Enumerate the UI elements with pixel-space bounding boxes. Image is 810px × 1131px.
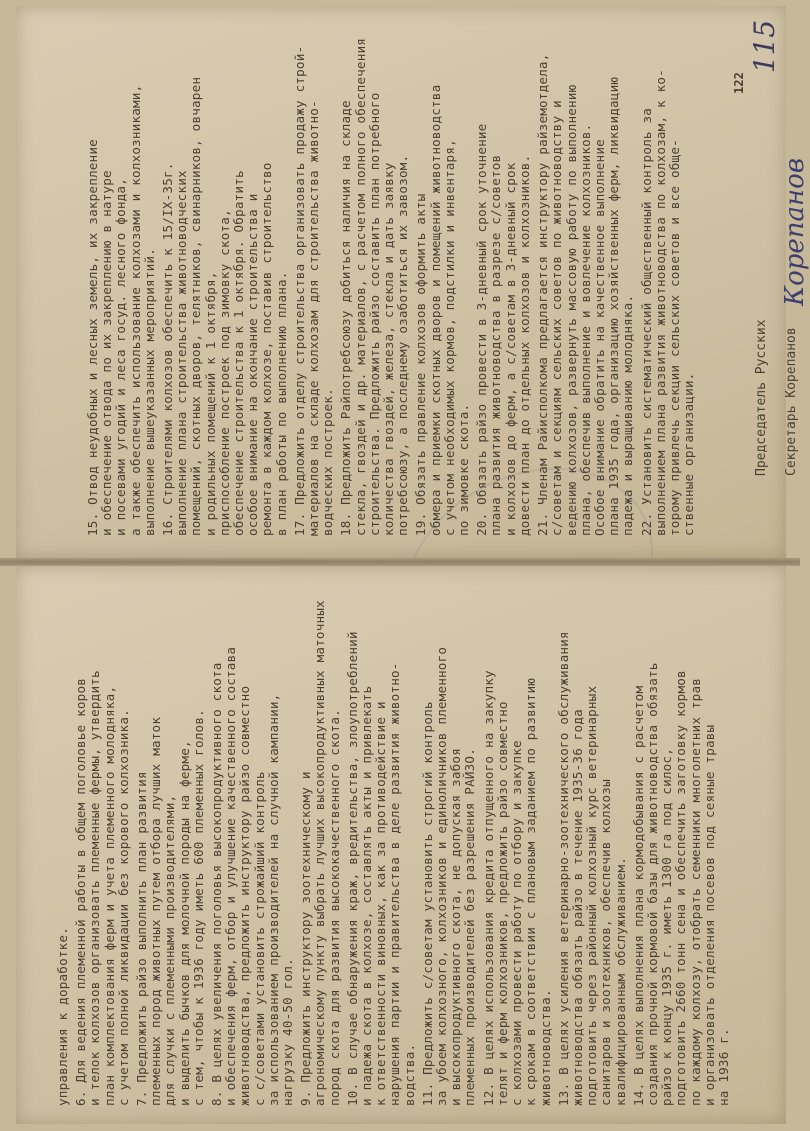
text-line: за убоем колхозного, колхозников и единоличников племенного [434,646,450,1106]
handwritten-page-number: 115 [748,19,782,74]
text-line: нарушения партии и правительства в деле развития животно- [387,662,403,1106]
text-line: и выделить бычков для молочной породы на ферме, [176,740,192,1106]
text-line: обмера и приемки скотных дворов и помещений животноводства [427,84,443,536]
text-line: падежа и выращиванию молодняка. [620,294,636,536]
text-line: и посевами угодий и леса госуд. лесного фонда, [113,178,129,536]
paragraph [299,586,342,1106]
text-line: выполнение вышеуказанных мероприятий. [141,248,157,536]
text-line: агрономическому пункту выбрать лучших высокопродуктивных маточных [312,600,328,1106]
text-line: 6. Для ведения племенной работы в общем поголовье коров [73,677,89,1106]
text-line: стекла, гвоздей и др. материалов, с расчетом полного обеспечения [352,37,368,536]
page-fold-divider [0,558,800,566]
text-line: с тем, чтобы к 1936 году иметь 600 племенных голов. [190,709,206,1106]
paragraph [56,586,70,1106]
text-line: и высокопродуктивного скота, не допуская забоя [448,748,464,1106]
secretary-line: Секретарь Корепанов [784,327,799,476]
paragraph [414,36,471,536]
text-line: 14. В целях выполнения плана кормодобывания с расчетом [630,685,646,1106]
text-line: ремонта в каждом колхозе, поставив строительство [259,162,275,536]
text-line: пород скота для развития высококачественного скота. [326,709,342,1106]
text-line: райзо к концу 1935 г. иметь 1300 га под силос, [659,748,675,1106]
paragraph [210,586,295,1106]
text-line: с колхозами провести работу по отбору и закупке [509,740,525,1106]
text-line: 7. Предложить райзо выполнить план развития [134,771,150,1106]
text-line: по каждому колхозу, отобрать семенники многолетних трав [687,677,703,1106]
text-line: управления к доработке. [55,927,70,1106]
text-line: племенных пород животных путем отбора лучших маток [148,716,164,1106]
text-line: 12. В целях использования кредита отпущенного на закупку [480,670,496,1106]
lower-page-text [56,586,735,1106]
text-line: подготовить через районный колхозный курс ветеринарных [584,685,600,1106]
text-line: а также обеспечить использование колхозами и колхозниками, [127,84,143,536]
paragraph [482,586,553,1106]
paragraph [293,36,336,536]
text-line: плана 1935 года, организацию хозяйственных ферм, ликвидацию [606,76,622,536]
text-line: и падежа скота в колхозе, составлять акты и привлекать [359,685,375,1106]
secretary-signature: Корепанов [780,158,810,306]
text-line: 18. Предложить Райпотребсоюзу добиться наличия на складе [338,100,354,536]
text-line: и организовать отделения посевов под сеяные травы [701,724,717,1106]
text-line: для случки с племенными производителями, [162,794,178,1106]
text-line: племенных производителей без разрешения РАЙЗО. [462,748,478,1106]
text-line: потребсоюзу, а последнему озаботиться их завозом. [395,154,411,536]
text-line: плана, обеспечив выполнение и вовлечение колхозников. [577,123,593,536]
text-line: и колхозов до ферм, а с/советам в 3-дневный срок [502,162,518,536]
paragraph [475,36,532,536]
text-line: и родильных помещений к 1 октября, [202,271,218,536]
text-line: особое внимание на окончание строительства и [245,193,261,536]
text-line: выполнение плана строительства животноводческих [174,170,190,536]
text-line: с учетом необходимых кормов, подстилки и инвентаря, [441,139,457,536]
text-line: на 1936 г. [715,1028,731,1106]
text-line: по зимовке скота. [456,403,472,536]
text-line: создания прочной кормовой базы для животноводства обязать [644,662,660,1106]
chairman-line: Председатель Русских [754,319,769,476]
text-line: 10. В случае обнаружения краж, вредительства, злоупотреблений [344,631,360,1106]
text-line: приспособление построек под зимовку скота, [216,209,232,536]
text-line: за использованием производителей на случной кампании, [265,693,281,1106]
text-line: 19. Обязать правление колхозов оформить акты [413,193,429,536]
text-line: довести план до отдельных колхозов и колхозников. [516,154,532,536]
paragraph [536,36,635,536]
text-line: торому привлечь секции сельских советов и все обще- [666,139,682,536]
text-line: план комплектования ферм и учета племенного молодняка, [101,685,117,1106]
paragraph [640,36,697,536]
text-line: 8. В целях увеличения поголовья высокопродуктивного скота [209,662,225,1106]
text-line: строительства. Предложить райзо составить план потребного [366,92,382,536]
text-line: 15. Отвод неудобных и лесных земель, их закрепление [85,139,100,536]
text-line: в план работы по выполнению плана. [273,271,289,536]
lower-document-page [16,566,786,1124]
text-line: и обеспечения ферм, отбор и улучшение качественного состава [223,646,239,1106]
paragraph [632,586,731,1106]
text-line: 22. Установить систематический общественный контроль за [638,107,654,536]
text-line: квалифицированным обслуживанием. [612,856,628,1106]
paragraph [339,36,410,536]
text-line: и обеспечение отвода по их закреплению в натуре [99,170,115,536]
text-line: нагрузку 40-50 гол. [280,958,296,1106]
text-line: подготовить 2660 тонн сена и обеспечить заготовку кормов [673,670,689,1106]
text-line: животноводства. [537,989,553,1106]
text-line: водства. [401,1043,417,1106]
text-line: и телок колхозов организовать племенные фермы, утвердить [87,670,103,1106]
text-line: помещений, скотных дворов, телятников, свинарников, овчарен [188,76,204,536]
text-line: материалов на складе колхозам для строительства животно- [306,100,322,536]
text-line: Особое внимание обратить на качественное выполнение [591,139,607,536]
text-line: 11. Предложить с/советам установить строгий контроль [419,701,435,1106]
text-line: количества гвоздей, железа, стекла и дать заявку [381,162,397,536]
paragraph [421,586,478,1106]
paragraph [557,586,628,1106]
text-line: телят и ферм колхозников, предложить райзо совместно [494,701,510,1106]
text-line: животноводства, предложить инструктору райзо совместно [237,685,253,1106]
text-line: к ответственности виновных, как за противодействие и [373,701,389,1106]
text-line: с/советам и секциям сельских советов по животноводству и [549,100,565,536]
text-line: животноводства обязать райзо в течение 1935-36 года [569,709,585,1106]
paragraph [74,586,131,1106]
text-line: 16. Строителями колхозов обеспечить к 15/IX-35г. [160,162,176,536]
text-line: 20. Обязать райзо провести в 3-дневный срок уточнение [474,123,490,536]
text-line: обеспечение строительства к 1 октября. Обратить [231,170,247,536]
text-line: 9. Предложить инструктору зоотехническому и [298,771,314,1106]
upper-page-text [86,36,700,536]
paragraph [86,36,157,536]
text-line: ственные организации. [681,372,697,536]
upper-document-page [16,6,810,558]
text-line: водческих построек. [320,388,336,536]
text-line: 13. В целях усиления ветеринарно-зоотехнического обслуживания [555,631,571,1106]
paragraph [135,586,206,1106]
text-line: выполнением плана развития животноводства по колхозам, к ко- [652,69,668,536]
text-line: с с/советами установить строжайший контроль [251,771,267,1106]
text-line: 17. Предложить отделу строительства организовать продажу строй- [291,45,307,536]
text-line: к срокам в соответствии с плановым заданием по развитию [523,677,539,1106]
page-mark: 122 [731,72,746,94]
text-line: санитаров и зоотехников, обеспечив колхозы [598,779,614,1106]
paragraph [161,36,289,536]
paragraph [346,586,417,1106]
text-line: ведению колхозов, развернуть массовую работу по выполнению [563,84,579,536]
text-line: с учетом полной ликвидации без корового колхозника. [115,709,131,1106]
text-line: 21. Членам Райисполкома предлагается инструктору райземотдела, [535,53,551,536]
text-line: плана развития животноводства в разрезе с/советов [488,154,504,536]
